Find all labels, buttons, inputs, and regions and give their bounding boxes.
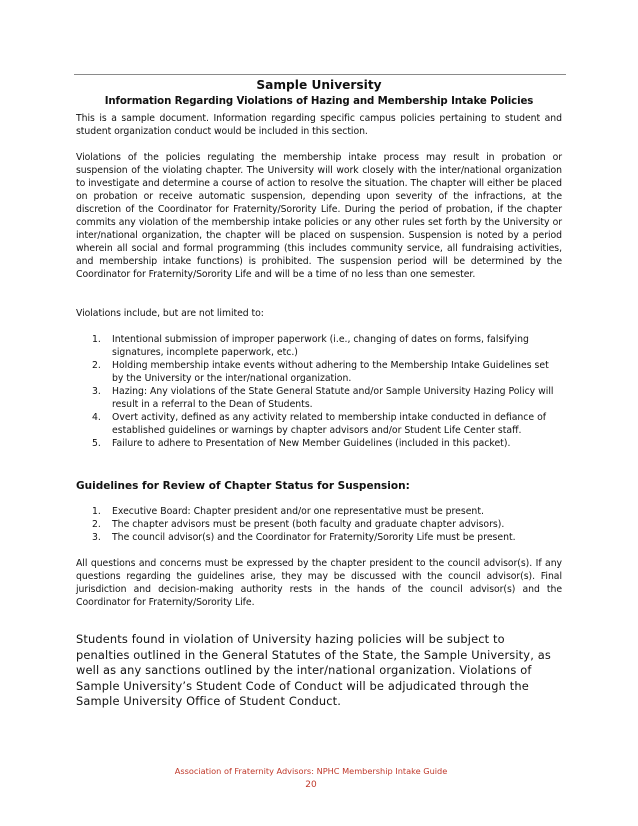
list-item	[76, 518, 562, 531]
list-number: 3.	[92, 532, 101, 543]
document-title: Sample University	[256, 78, 382, 92]
document-subtitle: Information Regarding Violations of Hazing and Membership Intake Policies	[104, 96, 534, 107]
list-item	[76, 359, 562, 385]
list-text: Holding membership intake events without adhering to the Membership Intake Guidelines set by the University or the inter/national organization.	[112, 360, 549, 384]
questions-paragraph: All questions and concerns must be expressed by the chapter president to the council advisor(s). If any questions regarding the guidelines arise, they may be discussed with the council advisor(s). Final jurisdiction and decision-making authority rests in the hands of the council advisor(s) and the Coordinator for Fraternity/Sorority Life.	[76, 558, 562, 608]
intro-paragraph: This is a sample document. Information regarding specific campus policies pertaining to student and student organization conduct would be included in this section.	[76, 113, 562, 137]
list-text: Overt activity, defined as any activity related to membership intake conducted in defiance of established guidelines or warnings by chapter advisors and/or Student Life Center staff.	[112, 412, 547, 436]
guidelines-list	[76, 505, 562, 544]
list-number: 1.	[92, 506, 101, 517]
list-number: 2.	[92, 519, 101, 530]
list-text: Hazing: Any violations of the State General Statute and/or Sample University Hazing Policy will result in a referral to the Dean of Students.	[112, 386, 554, 410]
list-number: 4.	[92, 412, 101, 423]
header-rule	[74, 74, 566, 75]
policy-paragraph: Violations of the policies regulating the membership intake process may result in probation or suspension of the violating chapter. The University will work closely with the inter/national organization to investigate and determine a course of action to resolve the situation. The chapter will either be placed on probation or receive automatic suspension, depending upon severity of the infractions, at the discretion of the Coordinator for Fraternity/Sorority Life. During the period of probation, if the chapter commits any violation of the membership intake policies or any other rules set forth by the University or inter/national organization, the chapter will be placed on suspension. Suspension is noted by a period wherein all social and formal programming (this includes community service, all fundraising activities, and membership intake functions) is prohibited. The suspension period will be determined by the Coordinator for Fraternity/Sorority Life and will be a time of no less than one semester.	[76, 152, 562, 280]
list-item	[76, 505, 562, 518]
list-text: The council advisor(s) and the Coordinator for Fraternity/Sorority Life must be present.	[112, 532, 516, 543]
violations-intro: Violations include, but are not limited to:	[76, 308, 264, 319]
violations-list	[76, 333, 562, 450]
list-number: 2.	[92, 360, 101, 371]
list-item	[76, 385, 562, 411]
list-number: 5.	[92, 438, 101, 449]
list-item	[76, 333, 562, 359]
guidelines-heading: Guidelines for Review of Chapter Status for Suspension:	[76, 480, 410, 492]
page-number: 20	[305, 780, 317, 790]
penalties-paragraph: Students found in violation of University hazing policies will be subject to penalties outlined in the General Statutes of the State, the Sample University, as well as any sanctions outlined by the inter/national organization. Violations of Sample University’s Student Code of Conduct will be adjudicated through the Sample University Office of Student Conduct.	[76, 632, 551, 708]
list-item	[76, 437, 562, 450]
list-number: 1.	[92, 334, 101, 345]
list-text: Intentional submission of improper paperwork (i.e., changing of dates on forms, falsifying signatures, incomplete paperwork, etc.)	[112, 334, 529, 358]
list-number: 3.	[92, 386, 101, 397]
list-text: The chapter advisors must be present (both faculty and graduate chapter advisors).	[112, 519, 505, 530]
footer-text: Association of Fraternity Advisors: NPHC Membership Intake Guide	[174, 766, 448, 776]
list-item	[76, 411, 562, 437]
list-item	[76, 531, 562, 544]
list-text: Failure to adhere to Presentation of New Member Guidelines (included in this packet).	[112, 438, 511, 449]
list-text: Executive Board: Chapter president and/or one representative must be present.	[112, 506, 484, 517]
